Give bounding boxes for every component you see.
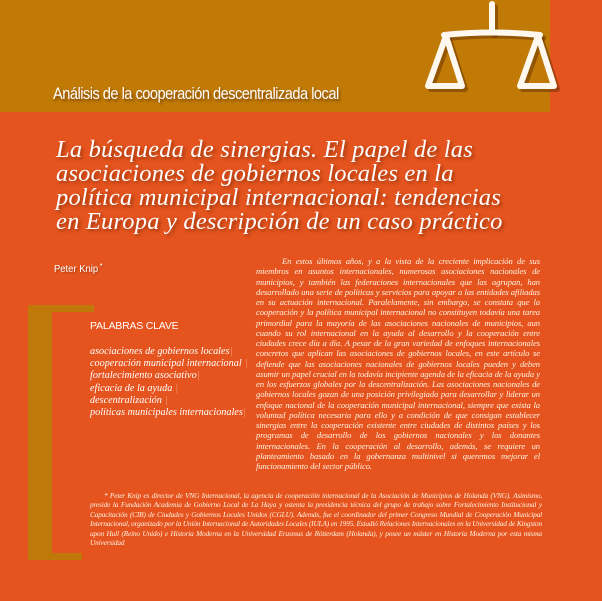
author-footnote: * Peter Knip es director de VNG Internacional, la agencia de cooperación internacional de la Asociación de Municipios de Holanda (VNG). Asimismo, preside la Fundación Academia de Gobierno Local de La Haya y ostenta la presidencia técnica del grupo de trabajo sobre Fortalecimiento Institucional y Capacitación (CIB) de Ciudades y Gobiernos Locales Unidos (CGLU). Además, fue el coordinador del primer Congreso Mundial de Cooperación Municipal Internacional, organizado por la Unión Internacional de Autoridades Locales (IULA) en 1995. Estudió Relaciones Internacionales en la Universidad de Kingston upon Hull (Reino Unido) e Historia Moderna en la Universidad Erasmus de Rótterdam (Holanda), y posee un máster en Historia Moderna por esta misma Universidad — [90, 491, 542, 548]
author-footnote-mark[interactable]: * — [99, 262, 103, 271]
keyword-item: eficacia de la ayuda | — [90, 382, 178, 394]
author — [54, 262, 103, 275]
keyword-item: políticas municipales internacionales| — [90, 407, 246, 419]
keyword-separator: | — [175, 382, 178, 394]
keyword-item: fortalecimiento asociativo| — [90, 370, 200, 382]
keywords-bracket — [28, 305, 52, 560]
keyword-separator: | — [197, 370, 200, 382]
keyword-separator: | — [165, 394, 168, 406]
keywords-list — [90, 346, 247, 419]
scales-icon — [412, 0, 572, 100]
keywords-heading: PALABRAS CLAVE — [90, 320, 179, 332]
article-title: La búsqueda de sinergias. El papel de las asociaciones de gobiernos locales en la política municipal internacional: tendencias en Europa y descripción de un caso práctico — [56, 136, 503, 235]
keyword-item: descentralización | — [90, 394, 168, 406]
keyword-separator: | — [245, 358, 248, 370]
keyword-item: asociaciones de gobiernos locales| — [90, 346, 233, 357]
section-title: Análisis de la cooperación descentralizada local — [53, 84, 339, 103]
keywords-bracket-top — [28, 305, 94, 312]
keyword-separator: | — [230, 346, 233, 357]
keywords-bracket-bottom — [28, 553, 82, 560]
author-name: Peter Knip — [54, 263, 99, 275]
keyword-item: cooperación municipal internacional | — [90, 358, 248, 370]
abstract: En estos últimos años, y a la vista de la creciente implicación de sus miembros en asuntos internacionales, numerosas asociaciones nacionales de municipios, y también las federaciones internacionales que las agrupan, han desarrollado una serie de políticas y servicios para apoyar a las entidades afiliadas en su actuación internacional. Paralelamente, sin embargo, se constata que la cooperación y la política municipal internacional no constituyen todavía una tarea primordial para la mayoría de las asociaciones nacionales de municipios, aun cuando su rol internacional en la ayuda al desarrollo y la cooperación entre ciudades crece día a día. A pesar de la gran variedad de enfoques internacionales concretos que aplican las asociaciones de gobiernos locales, en este artículo se defiende que las asociaciones nacionales de gobiernos locales pueden y deben asumir un papel crucial en la todavía incipiente agenda de la eficacia de la ayuda y en los esfuerzos globales por la descentralización. Las asociaciones nacionales de gobiernos locales gozan de una posición privilegiada para desarrollar y liderar un enfoque nacional de la cooperación municipal internacional, siempre que exista la voluntad política necesaria para ello y a condición de que consigan establecer sinergias entre la cooperación existente entre ciudades de distintos países y los programas de desarrollo de los gobiernos nacionales y los donantes internacionales. En la cooperación al desarrollo, además, se requiere un planteamiento basado en la gobernanza multinivel si queremos mejorar el funcionamiento del sector público. — [256, 256, 540, 471]
keyword-separator: | — [243, 407, 246, 419]
